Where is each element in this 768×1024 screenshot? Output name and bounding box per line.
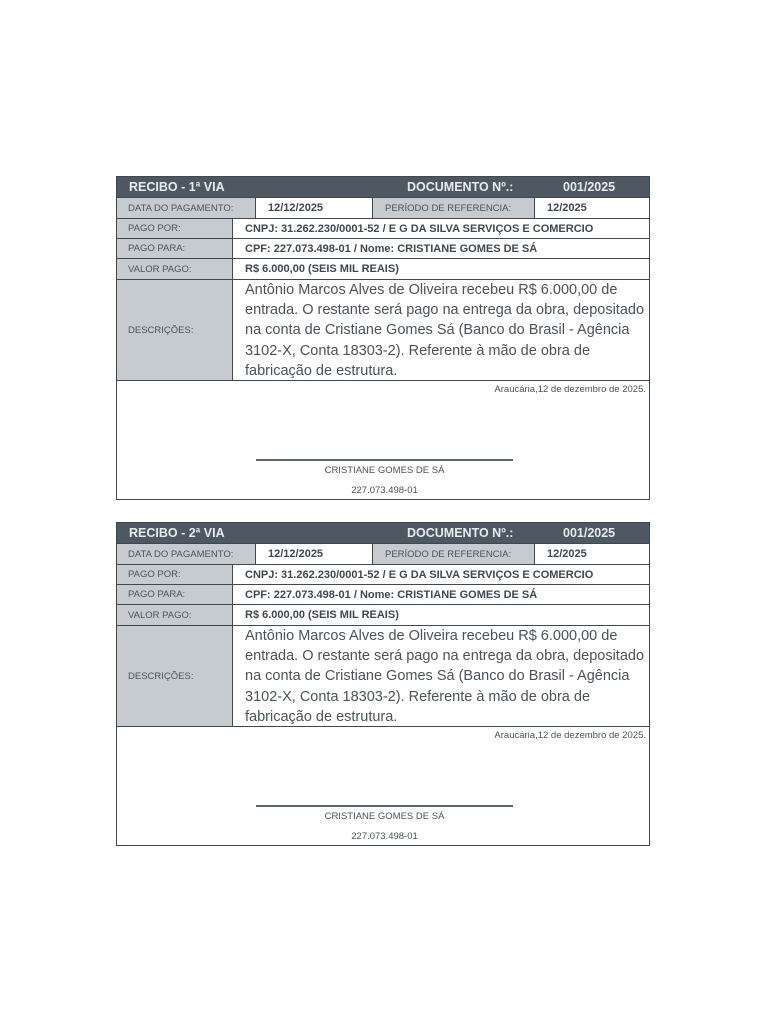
receipt-header bbox=[117, 177, 649, 197]
paid-by-row bbox=[117, 218, 649, 238]
signature-line bbox=[256, 459, 513, 461]
amount-row bbox=[117, 258, 649, 279]
payment-date-label: DATA DO PAGAMENTO: bbox=[117, 544, 256, 564]
paid-by-value: CNPJ: 31.262.230/0001-52 / E G DA SILVA SERVIÇOS E COMERCIO bbox=[245, 568, 594, 581]
reference-period-value: 12/2025 bbox=[547, 202, 587, 214]
description-label: DESCRIÇÕES: bbox=[117, 626, 233, 726]
receipt-first-copy bbox=[116, 176, 650, 500]
receipt-header bbox=[117, 523, 649, 543]
receipt-second-copy bbox=[116, 522, 650, 846]
amount-row bbox=[117, 604, 649, 625]
amount-label: VALOR PAGO: bbox=[117, 605, 233, 625]
paid-to-label: PAGO PARA: bbox=[117, 585, 233, 604]
description-text: Antônio Marcos Alves de Oliveira recebeu R$ 6.000,00 de entrada. O restante será pago na entrega da obra, depositado na conta de Cristiane Gomes Sá (Banco do Brasil - Agência 3102-X, Conta 18303-2). Referente à mão de obra de fabricação de estrutura. bbox=[245, 282, 645, 379]
signer-cpf: 227.073.498-01 bbox=[351, 831, 418, 842]
payment-date-label: DATA DO PAGAMENTO: bbox=[117, 198, 256, 218]
payment-date-value: 12/12/2025 bbox=[268, 548, 324, 560]
paid-to-row bbox=[117, 238, 649, 258]
paid-to-row bbox=[117, 584, 649, 604]
description-row bbox=[117, 279, 649, 380]
paid-to-label: PAGO PARA: bbox=[117, 239, 233, 258]
reference-period-label: PERÍODO DE REFERENCIA: bbox=[372, 198, 535, 218]
amount-value: R$ 6.000,00 (SEIS MIL REAIS) bbox=[245, 263, 399, 275]
paid-by-label: PAGO POR: bbox=[117, 565, 233, 584]
payment-date-row bbox=[117, 197, 649, 218]
paid-by-row bbox=[117, 564, 649, 584]
place-and-date: Araucária,12 de dezembro de 2025. bbox=[494, 384, 646, 395]
description-text: Antônio Marcos Alves de Oliveira recebeu R$ 6.000,00 de entrada. O restante será pago na entrega da obra, depositado na conta de Cristiane Gomes Sá (Banco do Brasil - Agência 3102-X, Conta 18303-2). Referente à mão de obra de fabricação de estrutura. bbox=[245, 628, 645, 725]
receipt-title: RECIBO - 1ª VIA bbox=[129, 180, 225, 194]
reference-period-label: PERÍODO DE REFERENCIA: bbox=[372, 544, 535, 564]
amount-value: R$ 6.000,00 (SEIS MIL REAIS) bbox=[245, 609, 399, 621]
description-row bbox=[117, 625, 649, 726]
paid-by-label: PAGO POR: bbox=[117, 219, 233, 238]
receipt-title: RECIBO - 2ª VIA bbox=[129, 526, 225, 540]
signer-cpf: 227.073.498-01 bbox=[351, 485, 418, 496]
signature-area bbox=[117, 380, 649, 500]
paid-to-value: CPF: 227.073.498-01 / Nome: CRISTIANE GOMES DE SÁ bbox=[245, 588, 538, 601]
reference-period-value: 12/2025 bbox=[547, 548, 587, 560]
payment-date-row bbox=[117, 543, 649, 564]
signer-name: CRISTIANE GOMES DE SÁ bbox=[324, 465, 445, 476]
paid-by-value: CNPJ: 31.262.230/0001-52 / E G DA SILVA SERVIÇOS E COMERCIO bbox=[245, 222, 594, 235]
signature-line bbox=[256, 805, 513, 807]
document-number-value: 001/2025 bbox=[563, 180, 616, 194]
document-number-label: DOCUMENTO Nº.: bbox=[407, 180, 514, 194]
payment-date-value: 12/12/2025 bbox=[268, 202, 324, 214]
signature-area bbox=[117, 726, 649, 846]
amount-label: VALOR PAGO: bbox=[117, 259, 233, 279]
description-label: DESCRIÇÕES: bbox=[117, 280, 233, 380]
signer-name: CRISTIANE GOMES DE SÁ bbox=[324, 811, 445, 822]
document-number-value: 001/2025 bbox=[563, 526, 616, 540]
paid-to-value: CPF: 227.073.498-01 / Nome: CRISTIANE GOMES DE SÁ bbox=[245, 242, 538, 255]
place-and-date: Araucária,12 de dezembro de 2025. bbox=[494, 730, 646, 741]
document-number-label: DOCUMENTO Nº.: bbox=[407, 526, 514, 540]
